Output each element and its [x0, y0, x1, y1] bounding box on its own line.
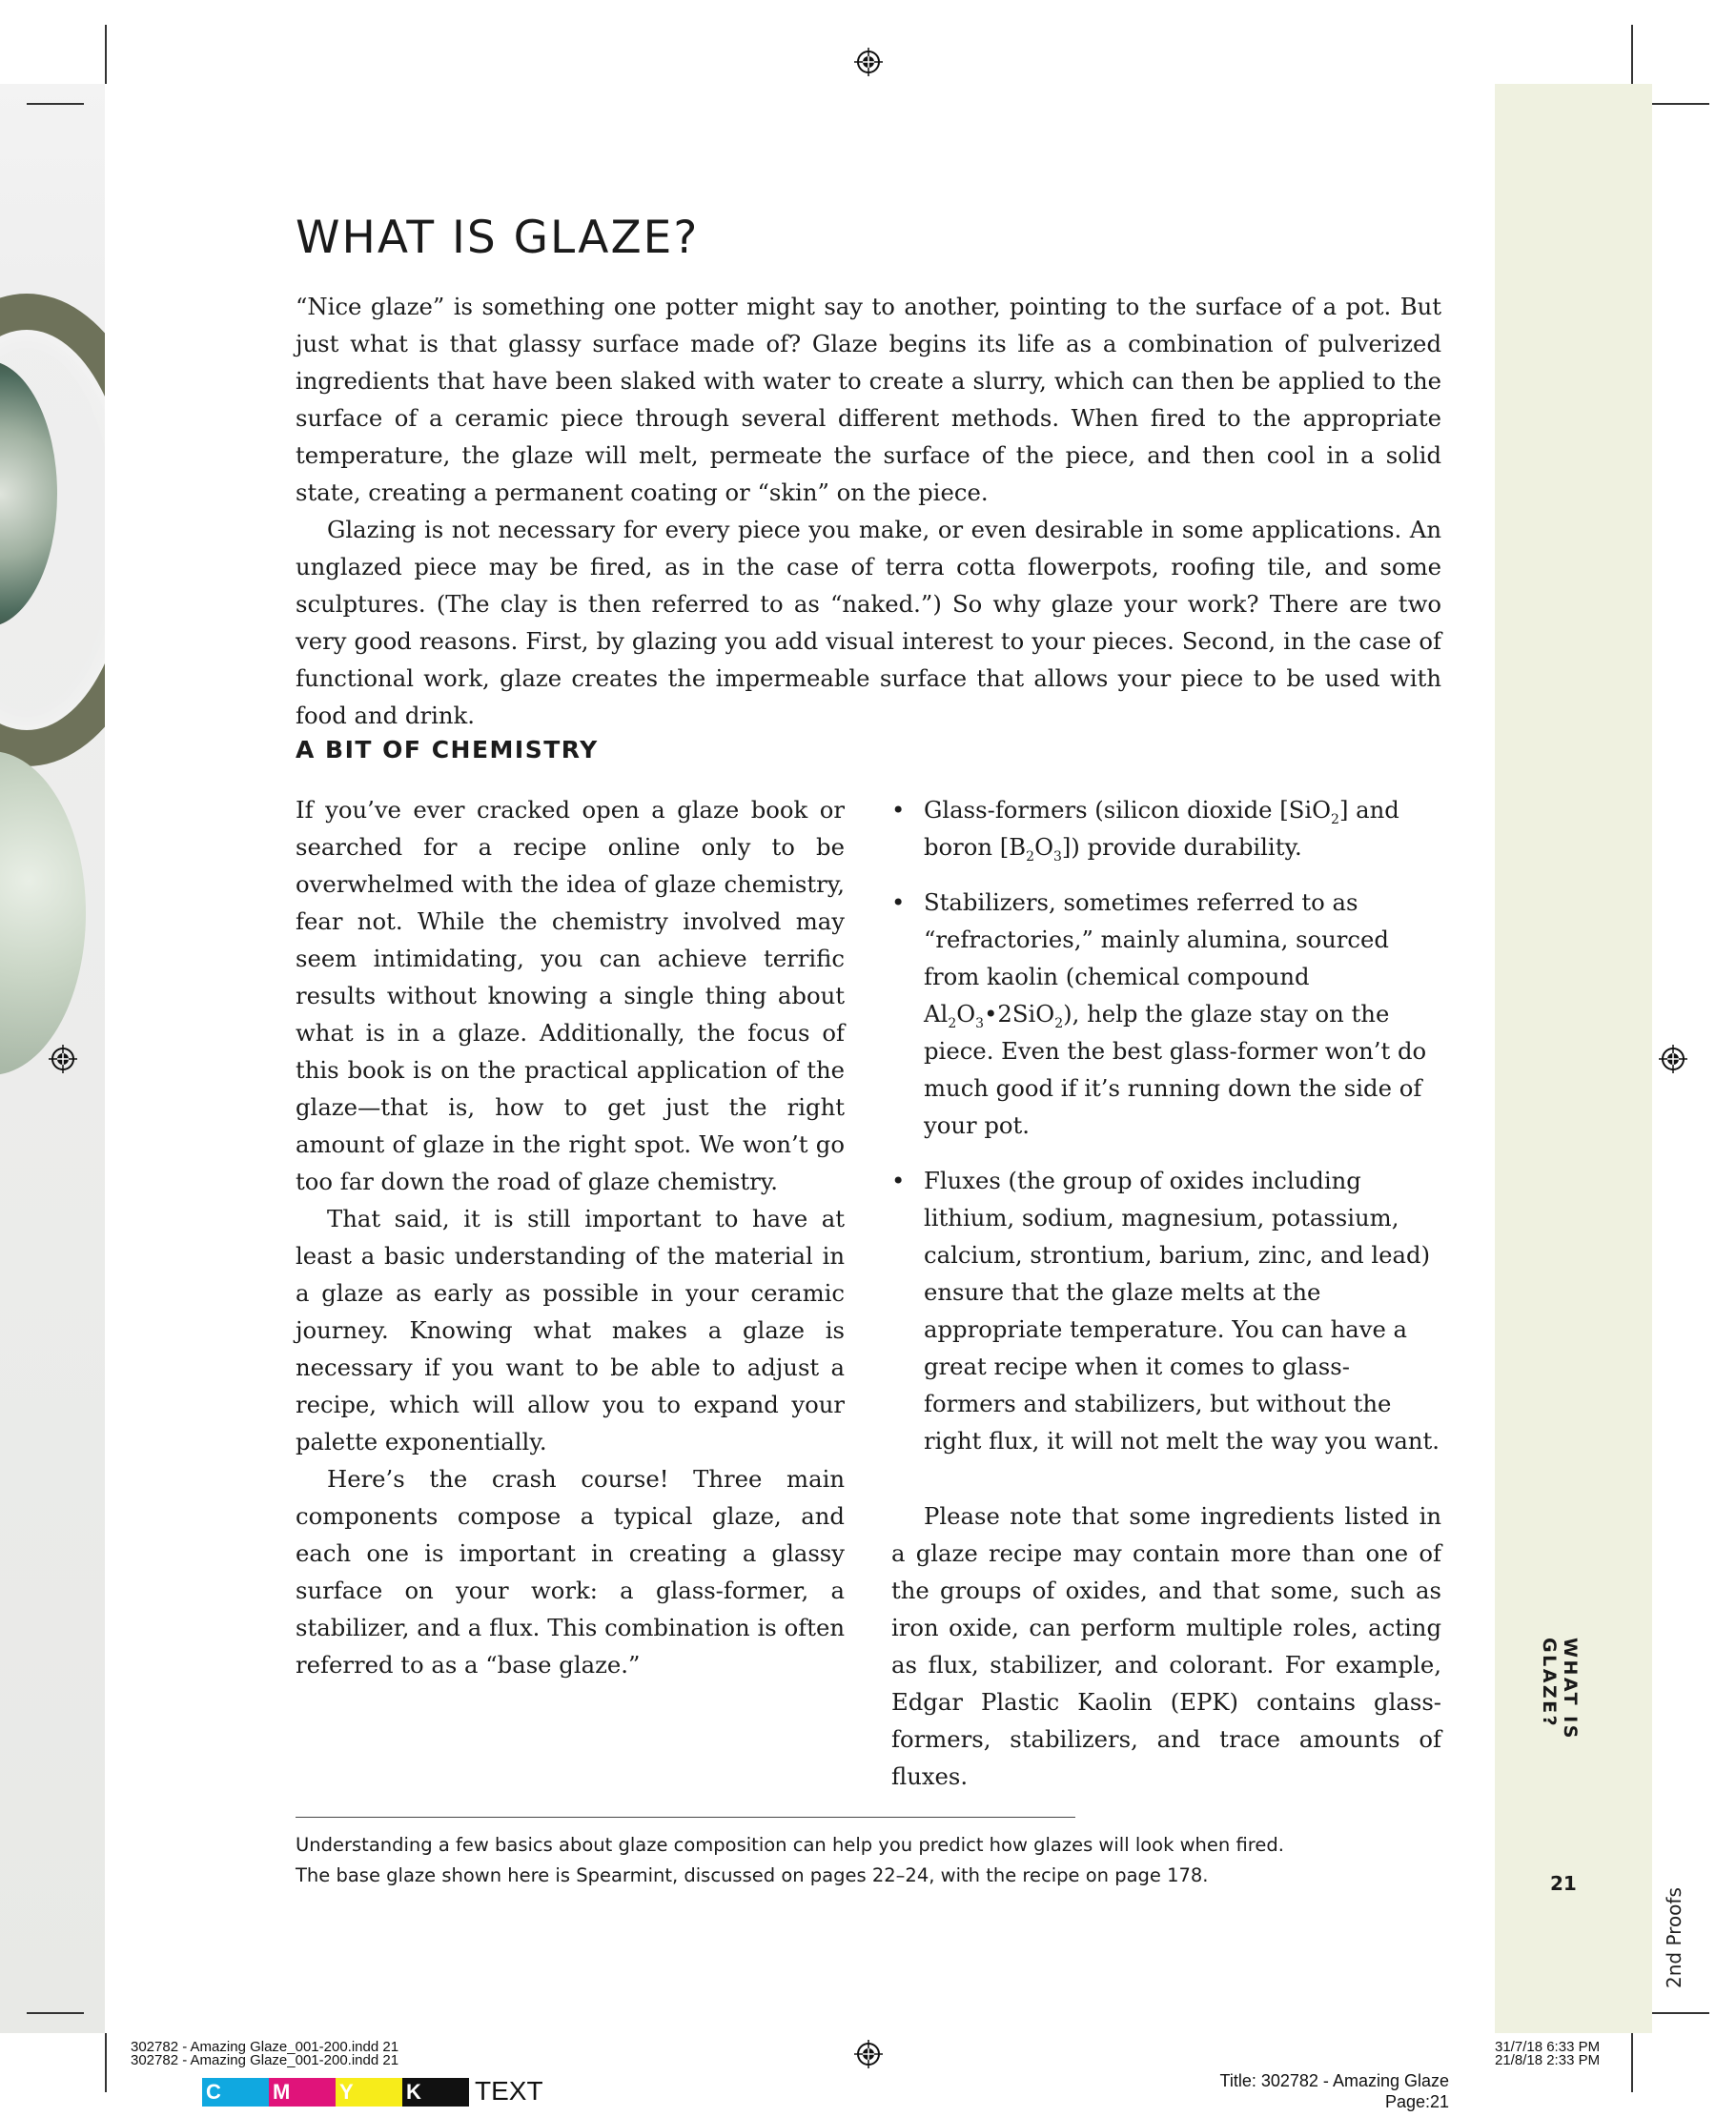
- bullet-text: O: [1034, 833, 1053, 861]
- magenta-swatch: M: [269, 2078, 336, 2107]
- cyan-swatch: C: [202, 2078, 269, 2107]
- yellow-swatch: Y: [336, 2078, 402, 2107]
- crop-mark: [1631, 2033, 1633, 2092]
- date-slug-line: 21/8/18 2:33 PM: [1495, 2052, 1601, 2068]
- registration-mark-icon: [854, 48, 883, 76]
- cmyk-color-bar: [202, 2078, 469, 2107]
- bullet-text: Stabilizers, sometimes referred to as “refractories,” mainly alumina, sourced from kaolin (chemical compound Al: [924, 888, 1389, 1028]
- registration-mark-icon: [49, 1045, 77, 1073]
- proofs-label: 2nd Proofs: [1663, 1887, 1685, 1988]
- registration-mark-icon: [1659, 1045, 1687, 1073]
- list-item-stabilizers: [891, 884, 1441, 1144]
- list-item-glass-formers: [891, 791, 1441, 865]
- bullet-text: ), help the glaze stay on the piece. Even the best glass-former won’t do much good if it’s running down the side of your pot.: [924, 1000, 1427, 1139]
- bullet-icon: •: [891, 796, 906, 824]
- intro-paragraph: Glazing is not necessary for every piece you make, or even desirable in some applications. An unglazed piece may be fired, as in the case of terra cotta flowerpots, roofing tile, and some sculptures. (The clay is then referred to as “naked.”) So why glaze your work? There are two very good reasons. First, by glazing you add visual interest to your pieces. Second, in the case of functional work, glaze creates the impermeable surface that allows your piece to be used with food and drink.: [296, 516, 1441, 729]
- right-column: [891, 791, 1441, 1818]
- page-slug-line: Page:21: [1384, 2092, 1449, 2111]
- body-paragraph: That said, it is still important to have at least a basic understanding of the material in a glaze as early as possible in your ceramic journey. Knowing what makes a glaze is necessary if you want to be able to adjust a recipe, which will allow you to expand your palette exponentially.: [296, 1205, 845, 1455]
- crop-mark: [105, 25, 107, 84]
- crop-mark: [27, 2012, 84, 2014]
- title-slug-line: Title: 302782 - Amazing Glaze: [1219, 2071, 1449, 2090]
- bullet-icon: •: [891, 888, 906, 916]
- subscript: 2: [948, 1015, 957, 1031]
- body-paragraph: Please note that some ingredients listed in a glaze recipe may contain more than one of the groups of oxides, and that some, such as iron oxide, can perform multiple roles, acting as flux, stabilizer, and colorant. For example, Edgar Plastic Kaolin (EPK) contains glass-formers, stabilizers, and trace amounts of fluxes.: [891, 1502, 1441, 1790]
- bullet-text: ]) provide durability.: [1061, 833, 1302, 861]
- subscript: 2: [1026, 848, 1035, 865]
- running-head: WHAT IS GLAZE?: [1539, 1638, 1581, 1740]
- subscript: 3: [1052, 848, 1062, 865]
- subscript: 2: [1331, 811, 1339, 827]
- crop-mark: [105, 2033, 107, 2092]
- file-slug-line: 302782 - Amazing Glaze_001-200.indd 21: [131, 2039, 399, 2055]
- crop-mark: [1631, 25, 1633, 84]
- black-swatch: K: [402, 2078, 469, 2107]
- body-paragraph: If you’ve ever cracked open a glaze book or searched for a recipe online only to be overwhelmed with the idea of glaze chemistry, fear not. While the chemistry involved may seem intimidating, you can achieve terrific results without knowing a single thing about what is in a glaze. Additionally, the focus of this book is on the practical application of the glaze—that is, how to get just the right amount of glaze in the right spot. We won’t go too far down the road of glaze chemistry.: [296, 796, 845, 1195]
- body-paragraph: Here’s the crash course! Three main components compose a typical glaze, and each one is important in creating a glassy surface on your work: a glass-former, a stabilizer, and a flux. This combination is often referred to as a “base glaze.”: [296, 1465, 845, 1679]
- section-heading: A BIT OF CHEMISTRY: [296, 736, 599, 763]
- intro-paragraph: “Nice glaze” is something one potter might say to another, pointing to the surface of a pot. But just what is that glassy surface made of? Glaze begins its life as a combination of pulverized ingredients that have been slaked with water to create a slurry, which can then be applied to the surface of a ceramic piece through several different methods. When fired to the appropriate temperature, the glaze will melt, permeate the surface of the piece, and then cool in a solid state, creating a permanent coating or “skin” on the piece.: [296, 293, 1441, 506]
- subscript: 2: [1054, 1015, 1064, 1031]
- crop-mark: [27, 103, 84, 105]
- file-slug-line: 302782 - Amazing Glaze_001-200.indd 21: [131, 2052, 399, 2068]
- bullet-text: O: [956, 1000, 976, 1028]
- bullet-text: Glass-formers (silicon dioxide [SiO: [924, 796, 1332, 824]
- date-slug-line: 31/7/18 6:33 PM: [1495, 2039, 1601, 2055]
- caption-line: The base glaze shown here is Spearmint, discussed on pages 22–24, with the recipe on page 178.: [296, 1864, 1209, 1886]
- figure-caption: [296, 1830, 1344, 1891]
- left-column: [296, 791, 845, 1683]
- plate-text-label: TEXT: [475, 2076, 543, 2106]
- page-number: 21: [1550, 1872, 1577, 1895]
- bowl-image: [0, 751, 86, 1075]
- intro-text: [296, 288, 1441, 734]
- bullet-icon: •: [891, 1167, 906, 1194]
- crop-mark: [1652, 2012, 1709, 2014]
- caption-divider: [296, 1817, 1075, 1818]
- bullet-text: ] and boron [B: [924, 796, 1399, 861]
- bullet-text: •2SiO: [984, 1000, 1055, 1028]
- registration-mark-icon: [854, 2040, 883, 2068]
- bullet-text: Fluxes (the group of oxides including lithium, sodium, magnesium, potassium, calcium, strontium, barium, zinc, and lead) ensure that the glaze melts at the appropriate temperature. You can have a great recipe when it comes to glass-formers and stabilizers, but without the right flux, it will not melt the way you want.: [924, 1167, 1440, 1455]
- glaze-components-list: [891, 791, 1441, 1459]
- caption-line: Understanding a few basics about glaze composition can help you predict how glazes will look when fired.: [296, 1834, 1284, 1856]
- list-item-fluxes: [891, 1162, 1441, 1459]
- title-slug: [1182, 2070, 1449, 2112]
- subscript: 3: [975, 1015, 985, 1031]
- page-title: WHAT IS GLAZE?: [296, 212, 700, 264]
- crop-mark: [1652, 103, 1709, 105]
